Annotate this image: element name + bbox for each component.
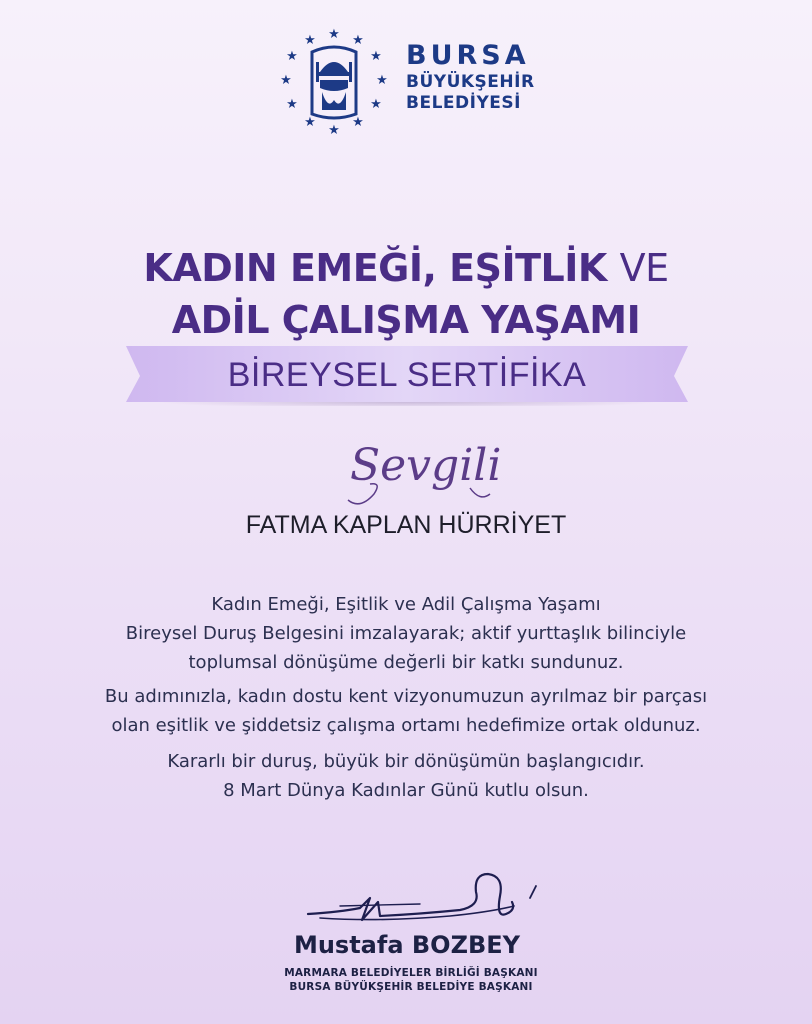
body-paragraph-1 xyxy=(0,590,812,677)
signer-title-2: BURSA BÜYÜKŞEHİR BELEDİYE BAŞKANI xyxy=(289,981,533,993)
svg-text:★: ★ xyxy=(304,115,316,130)
body-line: 8 Mart Dünya Kadınlar Günü kutlu olsun. xyxy=(223,780,589,801)
svg-text:★: ★ xyxy=(304,33,316,48)
svg-text:★: ★ xyxy=(370,97,382,112)
body-line: Kadın Emeği, Eşitlik ve Adil Çalışma Yaşamı xyxy=(211,594,601,615)
handwritten-signature-icon xyxy=(300,862,560,940)
body-line: Kararlı bir duruş, büyük bir dönüşümün başlangıcıdır. xyxy=(167,751,645,772)
body-line: Bireysel Duruş Belgesini imzalayarak; aktif yurttaşlık bilinciyle xyxy=(125,623,687,644)
svg-text:★: ★ xyxy=(280,73,292,88)
municipality-emblem-icon xyxy=(276,22,400,140)
body-paragraph-3 xyxy=(0,747,812,805)
logo-line-3: BELEDİYESİ xyxy=(406,93,521,113)
recipient-name: FATMA KAPLAN HÜRRİYET xyxy=(245,511,567,539)
logo-wordmark xyxy=(406,42,535,112)
ribbon-label: BİREYSEL SERTİFİKA xyxy=(227,356,587,394)
body-line: Bu adımınızla, kadın dostu kent vizyonumuzun ayrılmaz bir parçası xyxy=(104,686,708,707)
certificate-title-line-1 xyxy=(0,246,812,290)
svg-text:★: ★ xyxy=(328,27,340,42)
logo-line-2: BÜYÜKŞEHİR xyxy=(406,72,535,92)
signer-name: Mustafa BOZBEY xyxy=(293,931,521,959)
title-thin-part: VE xyxy=(619,246,669,290)
municipality-logo xyxy=(276,22,546,142)
certificate-title-line-2: ADİL ÇALIŞMA YAŞAMI xyxy=(171,298,641,342)
svg-text:★: ★ xyxy=(376,73,388,88)
salutation xyxy=(330,438,500,510)
svg-text:★: ★ xyxy=(286,97,298,112)
svg-text:★: ★ xyxy=(370,49,382,64)
certificate-ribbon xyxy=(126,342,688,406)
svg-text:★: ★ xyxy=(328,123,340,138)
salutation-text: Sevgili xyxy=(350,440,502,491)
svg-text:★: ★ xyxy=(286,49,298,64)
signer-title-1: MARMARA BELEDİYELER BİRLİĞİ BAŞKANI xyxy=(284,967,538,979)
body-paragraph-2 xyxy=(0,682,812,740)
title-bold-part: KADIN EMEĞİ, EŞİTLİK xyxy=(143,246,607,290)
svg-text:★: ★ xyxy=(352,33,364,48)
body-line: toplumsal dönüşüme değerli bir katkı sundunuz. xyxy=(188,652,624,673)
svg-text:★: ★ xyxy=(352,115,364,130)
logo-line-1: BURSA xyxy=(406,40,530,71)
body-line: olan eşitlik ve şiddetsiz çalışma ortamı hedefimize ortak oldunuz. xyxy=(111,715,701,736)
